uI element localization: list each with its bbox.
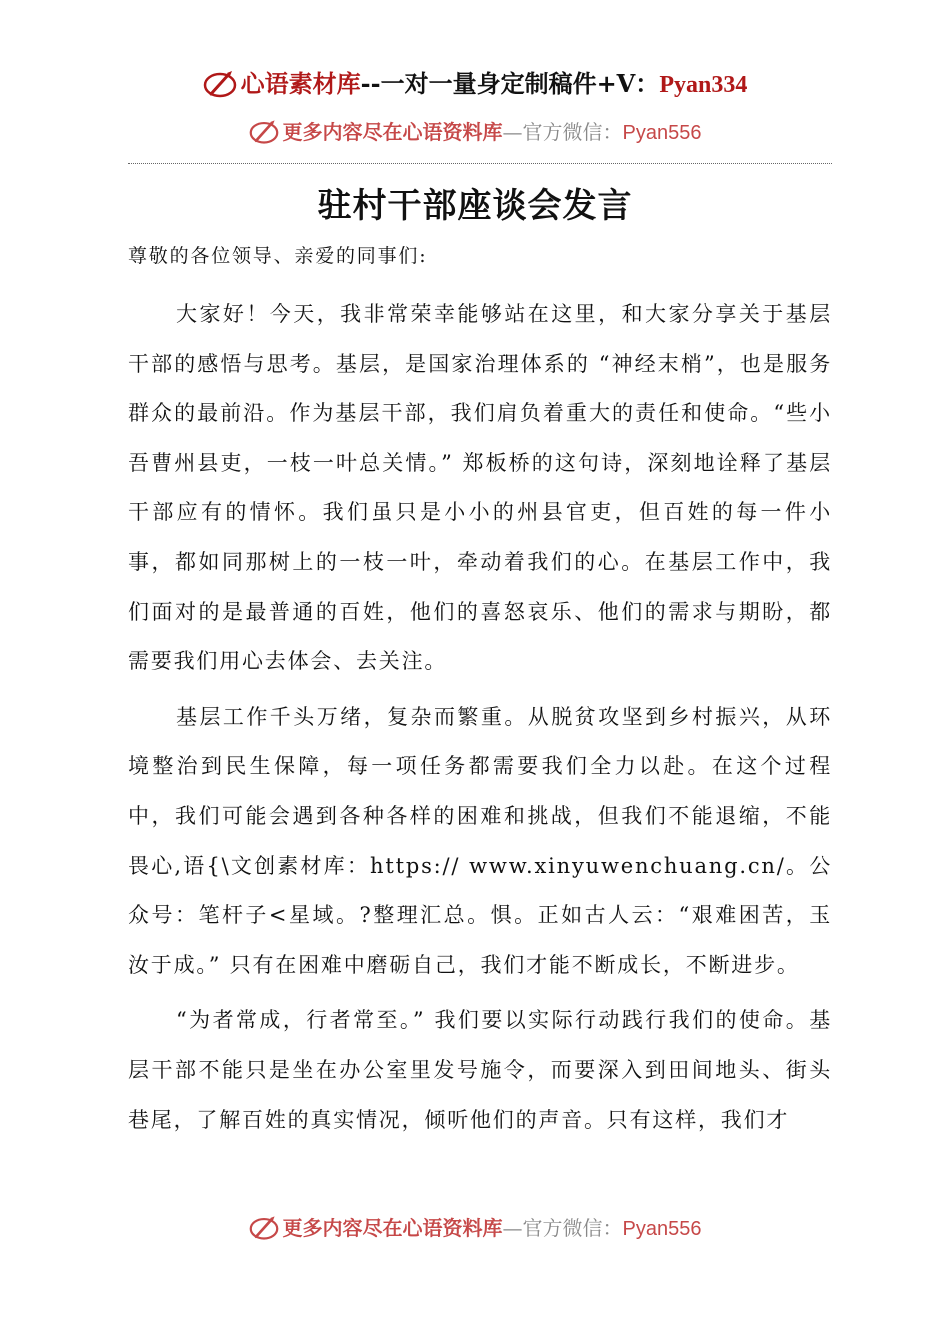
footer-watermark [0, 1212, 950, 1246]
document-body [128, 240, 832, 1145]
watermark-text: 更多内容尽在心语资料库 [282, 1216, 503, 1240]
watermark-wechat-label: —官方微信： [502, 1216, 623, 1240]
contact-id: Pyan334 [659, 72, 748, 98]
document-title: 驻村干部座谈会发言 [317, 186, 633, 226]
header-slogan: --一对一量身定制稿件+V： [360, 69, 660, 98]
paragraph: “为者常成，行者常至。” 我们要以实际行动践行我们的使命。基层干部不能只是坐在办公室里发号施令，而要深入到田间地头、街头巷尾，了解百姓的真实情况，倾听他们的声音。只有这样，我们才 [128, 1008, 832, 1132]
pen-logo-icon [249, 1213, 279, 1246]
header-divider [128, 163, 832, 164]
pen-logo-icon [203, 68, 237, 104]
pen-logo-icon [249, 117, 279, 150]
paragraph: 大家好！今天，我非常荣幸能够站在这里，和大家分享关于基层干部的感悟与思考。基层，是国家治理体系的 “神经末梢”，也是服务群众的最前沿。作为基层干部，我们肩负着重大的责任和使命。“些小吾曹州县吏，一枝一叶总关情。” 郑板桥的这句诗，深刻地诠释了基层干部应有的情怀。我们虽只是小小的州县官吏，但百姓的每一件小事，都如同那树上的一枝一叶，牵动着我们的心。在基层工作中，我们面对的是最普通的百姓，他们的喜怒哀乐、他们的需求与期盼，都需要我们用心去体会、去关注。 [128, 302, 832, 674]
watermark-wechat-id: Pyan556 [622, 122, 702, 144]
header-watermark [0, 116, 950, 150]
salutation: 尊敬的各位领导、亲爱的同事们: [128, 245, 428, 267]
header-banner [0, 64, 950, 104]
watermark-wechat-label: —官方微信： [502, 120, 623, 144]
watermark-text: 更多内容尽在心语资料库 [282, 120, 503, 144]
watermark-wechat-id: Pyan556 [622, 1218, 702, 1240]
paragraph: 基层工作千头万绪，复杂而繁重。从脱贫攻坚到乡村振兴，从环境整治到民生保障，每一项任务都需要我们全力以赴。在这个过程中，我们可能会遇到各种各样的困难和挑战，但我们不能退缩，不能畏心,语{\文创素材库：https:// www.xinyuwenchuang.cn/。公众号：笔杆子<星域。?整理汇总。惧。正如古人云：“艰难困苦，玉汝于成。” 只有在困难中磨砺自己，我们才能不断成长，不断进步。 [128, 704, 832, 977]
brand-name: 心语素材库 [240, 69, 361, 98]
